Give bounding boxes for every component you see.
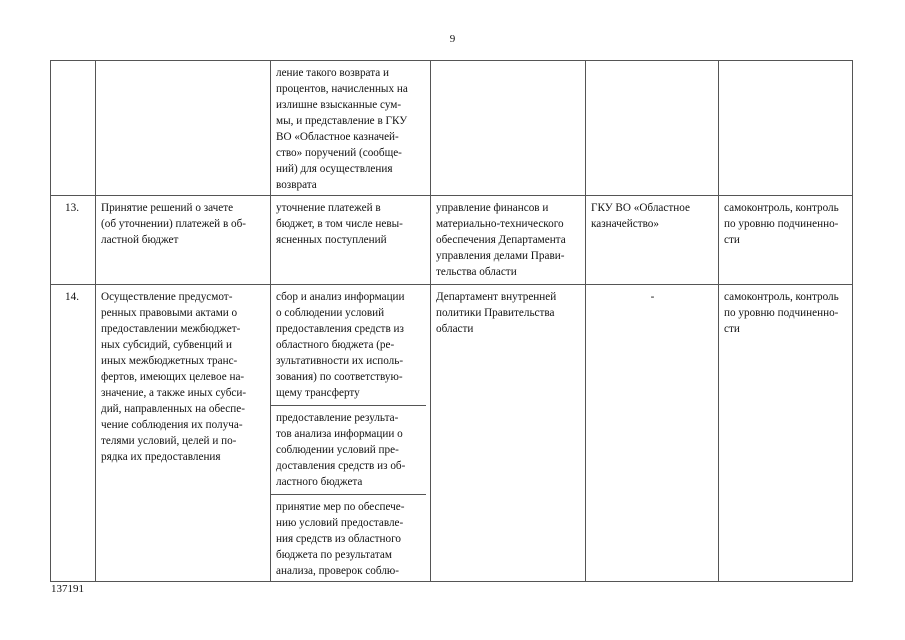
- text-line: ВО «Областное казначей-: [276, 131, 399, 143]
- participants-cell: [586, 61, 719, 196]
- control-cell: [719, 285, 853, 582]
- page-number: 9: [449, 33, 456, 45]
- text-line: значение, а также иных субси-: [101, 387, 247, 399]
- text-line: излишне взысканные сум-: [276, 99, 402, 111]
- text-line: обеспечения Департамента: [436, 234, 566, 246]
- text-line: казначейство»: [591, 218, 659, 230]
- text-line: зования) по соответствую-: [276, 371, 403, 383]
- table-row: [51, 61, 853, 196]
- text-line: Департамент внутренней: [436, 291, 557, 303]
- text-line: сти: [724, 234, 740, 246]
- control-cell: [719, 196, 853, 285]
- text-line: рядка их предоставления: [101, 451, 221, 463]
- responsible-cell: [431, 61, 586, 196]
- text-line: материально-технического: [436, 218, 564, 230]
- action-block: [276, 410, 426, 490]
- text-line: мы, и представление в ГКУ: [276, 115, 408, 127]
- text-line: предоставления средств из: [276, 323, 404, 335]
- text-line: иных межбюджетных транс-: [101, 355, 238, 367]
- text-line: ренных правовыми актами о: [101, 307, 238, 319]
- text-line: области: [436, 323, 474, 335]
- measure-cell: [96, 196, 271, 285]
- text-line: ний) для осуществления: [276, 163, 393, 175]
- text-line: Осуществление предусмот-: [101, 291, 233, 303]
- document-code: 137191: [51, 583, 84, 595]
- actions-cell: [271, 285, 431, 582]
- text-line: ление такого возврата и: [276, 67, 389, 79]
- text-line: возврата: [276, 179, 317, 191]
- text-line: по уровню подчиненно-: [724, 218, 839, 230]
- text-line: ных субсидий, субвенций и: [101, 339, 232, 351]
- table-row: [51, 285, 853, 582]
- text-line: уточнение платежей в: [276, 202, 381, 214]
- text-line: сбор и анализ информации: [276, 291, 405, 303]
- text-line: самоконтроль, контроль: [724, 291, 839, 303]
- text-line: соблюдении условий пре-: [276, 444, 399, 456]
- text-line: дий, направленных на обеспе-: [101, 403, 245, 415]
- text-line: ство» поручений (сообще-: [276, 147, 402, 159]
- text-line: зультативности их исполь-: [276, 355, 404, 367]
- text-line: управление финансов и: [436, 202, 549, 214]
- text-line: сти: [724, 323, 740, 335]
- text-line: -: [650, 291, 655, 303]
- action-divider: [271, 405, 426, 406]
- action-block: [276, 499, 426, 579]
- responsible-cell: [431, 196, 586, 285]
- text-line: фертов, имеющих целевое на-: [101, 371, 245, 383]
- text-line: нию условий предоставле-: [276, 517, 404, 529]
- text-line: тов анализа информации о: [276, 428, 403, 440]
- participants-cell: [586, 196, 719, 285]
- text-line: доставления средств из об-: [276, 460, 406, 472]
- text-line: телями условий, целей и по-: [101, 435, 237, 447]
- text-line: Принятие решений о зачете: [101, 202, 234, 214]
- text-line: по уровню подчиненно-: [724, 307, 839, 319]
- text-line: процентов, начисленных на: [276, 83, 408, 95]
- text-line: ластной бюджет: [101, 234, 179, 246]
- measures-table: [50, 60, 853, 582]
- action-divider: [271, 494, 426, 495]
- measure-cell: [96, 285, 271, 582]
- responsible-cell: [431, 285, 586, 582]
- text-line: принятие мер по обеспече-: [276, 501, 405, 513]
- text-line: анализа, проверок соблю-: [276, 565, 399, 577]
- text-line: щему трансферту: [276, 387, 360, 399]
- participants-cell: [586, 285, 719, 582]
- text-line: ГКУ ВО «Областное: [591, 202, 690, 214]
- row-number: [51, 61, 96, 196]
- text-line: предоставлении межбюджет-: [101, 323, 241, 335]
- text-line: ния средств из областного: [276, 533, 402, 545]
- text-line: тельства области: [436, 266, 517, 278]
- text-line: предоставление результа-: [276, 412, 399, 424]
- text-line: чение соблюдения их получа-: [101, 419, 243, 431]
- text-line: самоконтроль, контроль: [724, 202, 839, 214]
- control-cell: [719, 61, 853, 196]
- table-row: [51, 196, 853, 285]
- actions-cell: [271, 196, 431, 285]
- text-line: ясненных поступлений: [276, 234, 387, 246]
- text-line: о соблюдении условий: [276, 307, 385, 319]
- action-block: [276, 200, 426, 248]
- text-line: ластного бюджета: [276, 476, 363, 488]
- action-block: [276, 65, 426, 193]
- action-block: [276, 289, 426, 401]
- text-line: политики Правительства: [436, 307, 555, 319]
- measure-cell: [96, 61, 271, 196]
- text-line: бюджета по результатам: [276, 549, 392, 561]
- actions-cell: [271, 61, 431, 196]
- row-number: 13.: [51, 196, 96, 285]
- text-line: бюджет, в том числе невы-: [276, 218, 403, 230]
- text-line: (об уточнении) платежей в об-: [101, 218, 247, 230]
- row-number: 14.: [51, 285, 96, 582]
- text-line: управления делами Прави-: [436, 250, 565, 262]
- text-line: областного бюджета (ре-: [276, 339, 395, 351]
